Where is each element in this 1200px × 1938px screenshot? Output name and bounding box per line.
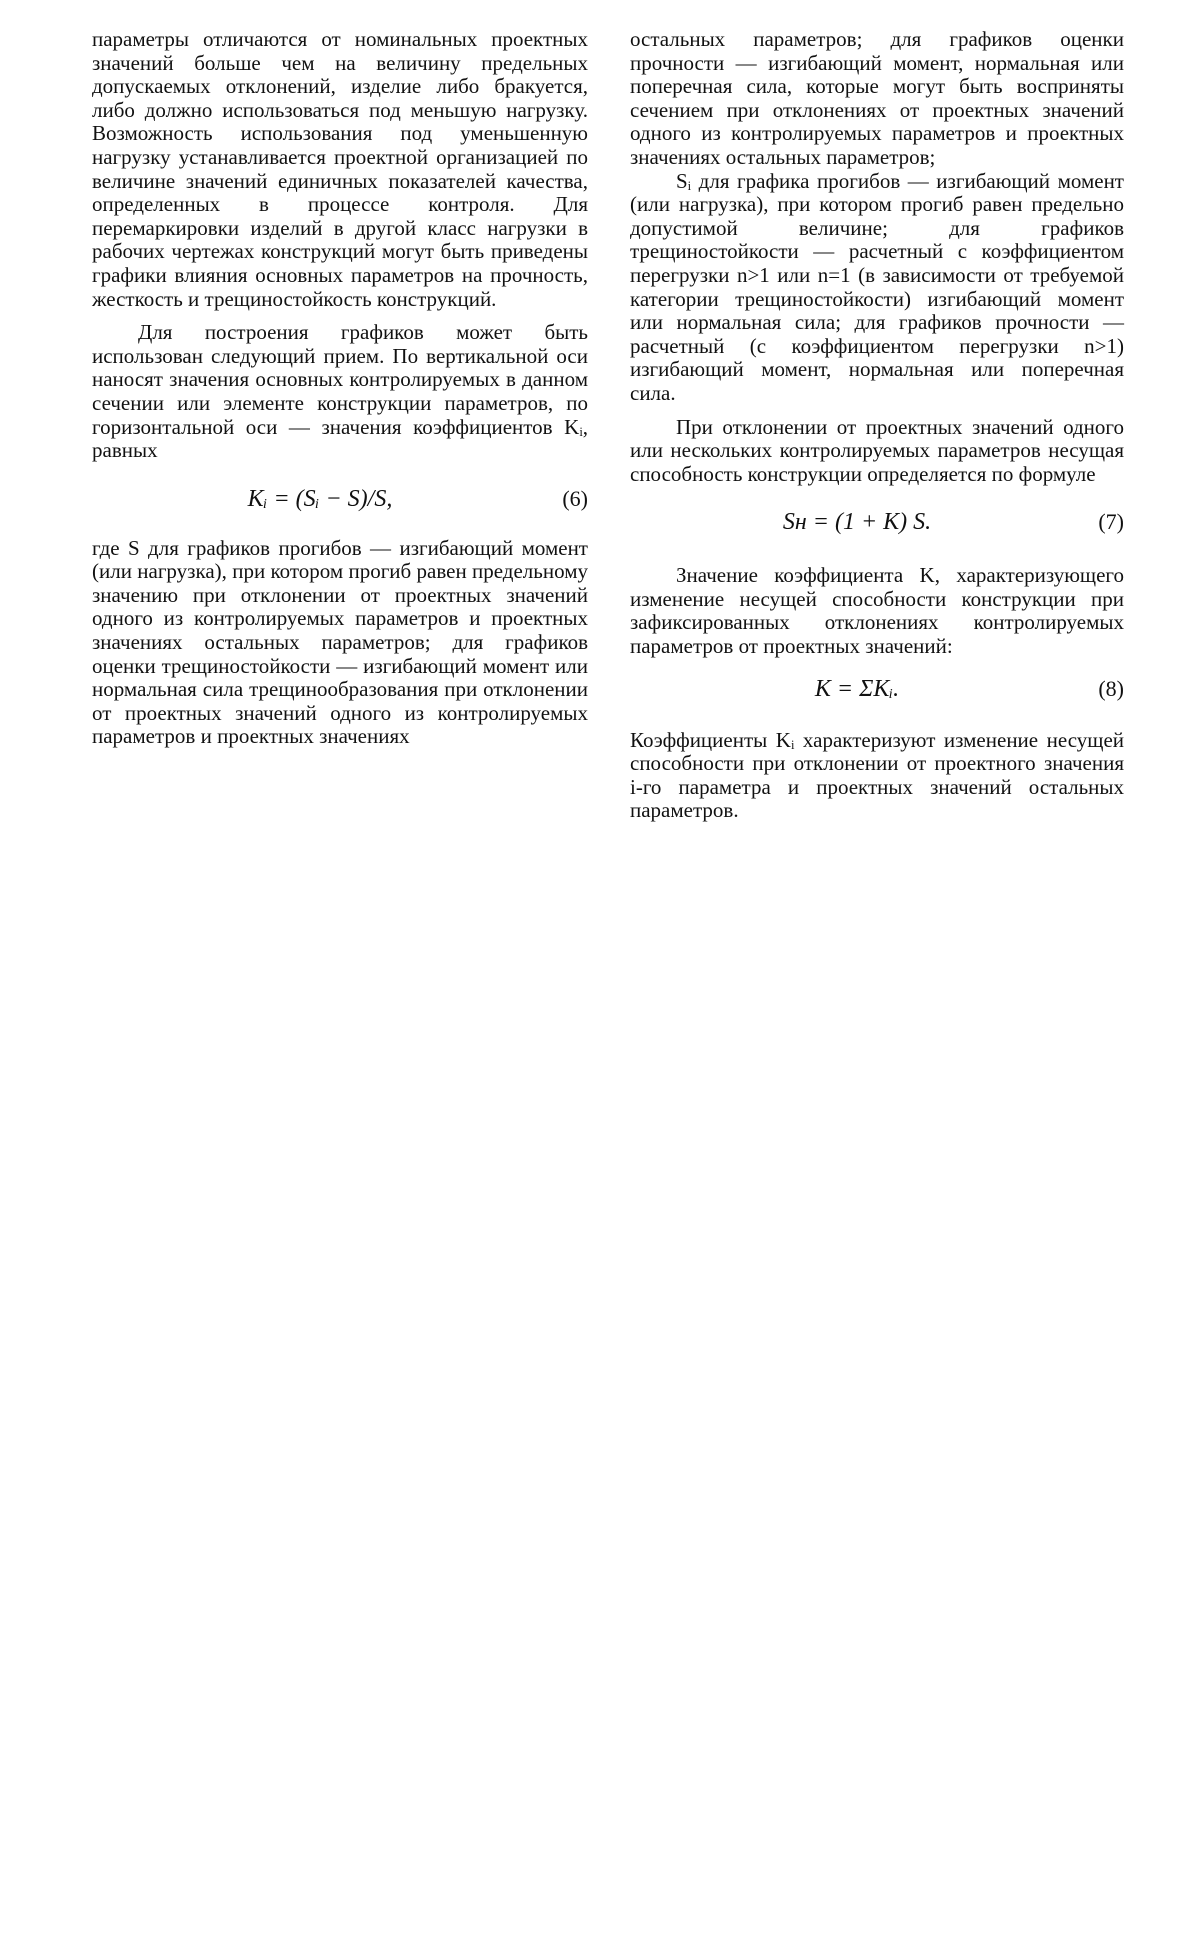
- right-paragraph-2: Sᵢ для графика прогибов — изгибающий момент (или нагрузка), при котором прогиб равен предельно допустимой величине; для графиков трещиностойкости — расчетный с коэффициентом перегрузки n>1 или n=1 (в зависимости от требуемой категории трещиностойкости) изгибающий момент или нормальная сила; для графиков прочности — расчетный (с коэффициентом перегрузки n>1) изгибающий момент, нормальная или поперечная сила.: [630, 168, 1124, 405]
- right-paragraph-3: При отклонении от проектных значений одного или нескольких контролируемых параметров несущая способность конструкции определяется по формуле: [630, 414, 1124, 486]
- left-column: [92, 28, 588, 749]
- formula-8: [630, 669, 1124, 709]
- formula-6-number: (6): [562, 485, 588, 511]
- right-column: [630, 28, 1124, 823]
- left-paragraph-3: где S для графиков прогибов — изгибающий момент (или нагрузка), при котором прогиб равен предельному значению при отклонении от проектных значений одного из контролируемых параметров и проектных значениях остальных параметров; для графиков оценки трещиностойкости — изгибающий момент или нормальная сила трещинообразования при отклонении от проектных значений одного из контролируемых параметров и проектных значениях: [92, 535, 588, 749]
- formula-6-expression: Kᵢ = (Sᵢ − S)/S,: [247, 485, 393, 512]
- formula-8-expression: K = ΣKᵢ.: [814, 675, 900, 702]
- formula-7-expression: Sн = (1 + K) S.: [782, 509, 932, 536]
- left-paragraph-2: Для построения графиков может быть использован следующий прием. По вертикальной оси наносят значения основных контролируемых в данном сечении или элементе конструкции параметров, по горизонтальной оси — значения коэффициентов Kᵢ, равных: [92, 320, 588, 463]
- right-paragraph-4: Значение коэффициента K, характеризующего изменение несущей способности конструкции при зафиксированных отклонениях контролируемых параметров от проектных значений:: [630, 563, 1124, 659]
- right-paragraph-5: Коэффициенты Kᵢ характеризуют изменение несущей способности при отклонении от проектного значения i-го параметра и проектных значений остальных параметров.: [630, 727, 1124, 823]
- formula-8-number: (8): [1098, 675, 1124, 701]
- formula-6: [92, 479, 588, 519]
- formula-7-number: (7): [1098, 509, 1124, 535]
- formula-7: [630, 502, 1124, 542]
- left-paragraph-1: параметры отличаются от номинальных проектных значений больше чем на величину предельных допускаемых отклонений, изделие либо бракуется, либо должно использоваться под меньшую нагрузку. Возможность использования под уменьшенную нагрузку устанавливается проектной организацией по величине значений единичных показателей качества, определенных в процессе контроля. Для перемаркировки изделий в другой класс нагрузки в рабочих чертежах конструкций могут быть приведены графики влияния основных параметров на прочность, жесткость и трещиностойкость конструкций.: [92, 27, 588, 311]
- right-paragraph-1: остальных параметров; для графиков оценки прочности — изгибающий момент, нормальная или поперечная сила, которые могут быть восприняты сечением при отклонениях от проектных значений одного из контролируемых параметров и проектных значениях остальных параметров;: [630, 27, 1124, 169]
